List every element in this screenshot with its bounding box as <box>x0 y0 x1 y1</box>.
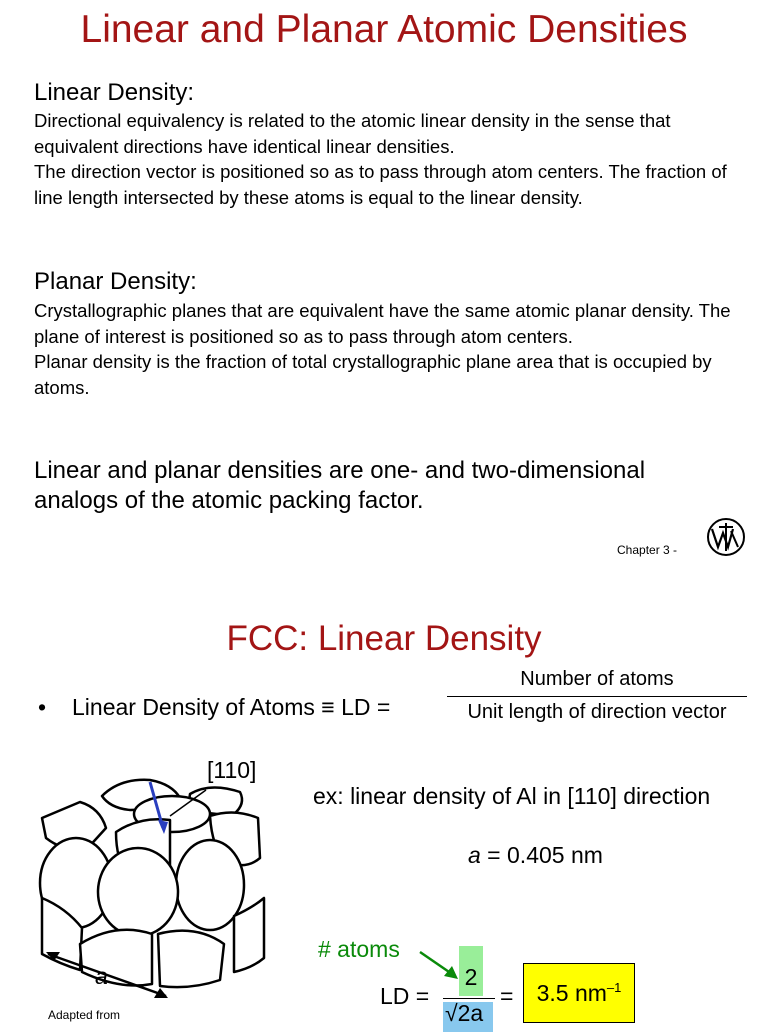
a-symbol: a <box>468 842 481 868</box>
result-exponent: –1 <box>606 979 622 995</box>
summary-text: Linear and planar densities are one- and two-dimensional analogs of the atomic packing factor. <box>34 457 646 514</box>
definition-text: Linear Density of Atoms ≡ LD = <box>72 694 391 720</box>
result-box <box>523 963 635 1023</box>
ld-definition-fraction <box>447 668 747 724</box>
ld-fraction-bar <box>443 998 495 999</box>
chapter-footer: Chapter 3 - <box>617 543 678 557</box>
ld-denominator: √2a <box>445 1000 484 1026</box>
fcc-unit-cell-diagram <box>20 758 285 1008</box>
example-text: ex: linear density of Al in [110] direction <box>313 783 711 809</box>
wiley-logo-icon <box>706 517 746 557</box>
arrow-icon <box>418 950 462 982</box>
a-value: = 0.405 nm <box>480 842 603 868</box>
slide-title: Linear and Planar Atomic Densities <box>80 8 688 51</box>
result-value: 3.5 nm <box>536 979 607 1006</box>
fcc-slide-title: FCC: Linear Density <box>226 619 542 658</box>
planar-density-text <box>34 298 734 400</box>
cell-edge-label: a <box>95 963 108 989</box>
lattice-parameter <box>468 842 603 869</box>
linear-density-paragraph: The direction vector is positioned so as to pass through atom centers. The fraction of line length intersected by these atoms is equal to the linear density. <box>34 161 727 208</box>
fraction-numerator: Number of atoms <box>520 668 674 690</box>
equals-sign: = <box>500 983 514 1009</box>
planar-density-paragraph: Crystallographic planes that are equivalent have the same atomic planar density. The plane of interest is positioned so as to pass through atom centers. <box>34 300 731 347</box>
atoms-label: # atoms <box>318 936 400 962</box>
fraction-denominator: Unit length of direction vector <box>467 701 727 723</box>
linear-density-paragraph: Directional equivalency is related to the atomic linear density in the sense that equivalent directions have identical linear densities. <box>34 110 671 157</box>
bullet: • <box>38 694 47 720</box>
ld-numerator: 2 <box>464 964 478 990</box>
direction-label: [110] <box>207 757 257 783</box>
ld-label: LD = <box>380 983 430 1009</box>
adapted-from-caption: Adapted from <box>48 1008 121 1022</box>
linear-density-text <box>34 108 734 210</box>
linear-density-heading: Linear Density: <box>34 79 195 106</box>
planar-density-heading: Planar Density: <box>34 268 197 295</box>
planar-density-paragraph: Planar density is the fraction of total crystallographic plane area that is occupied by atoms. <box>34 351 712 398</box>
fraction-bar <box>447 696 747 697</box>
definition-row <box>38 694 390 721</box>
